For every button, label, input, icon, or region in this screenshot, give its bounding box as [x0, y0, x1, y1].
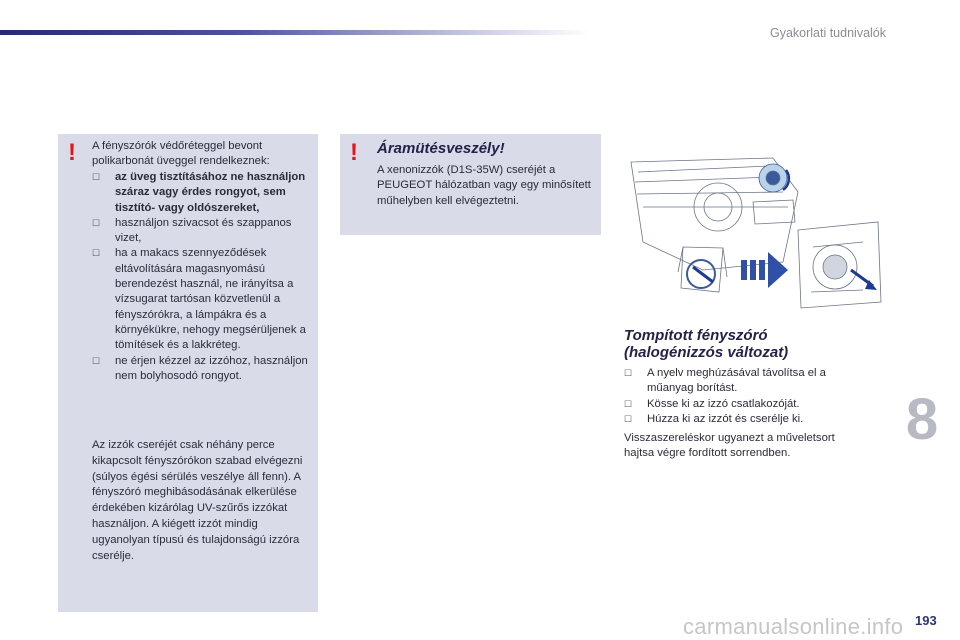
checkbox-bullet-icon: ☐: [92, 355, 101, 366]
xenon-warning-text: A xenonizzók (D1S-35W) cseréjét a PEUGEOT hálózatban vagy egy minősített műhelyben kell elvégeztetni.: [377, 164, 591, 207]
care-bullet-list: [92, 170, 312, 384]
headlamp-bulb-illustration: [623, 152, 885, 310]
watermark: carmanualsonline.info: [683, 614, 904, 639]
page-number: 193: [915, 613, 937, 628]
bulb-replacement-paragraph: Az izzók cseréjét csak néhány perce kikapcsolt fényszórókon szabad elvégezni (súlyos égési sérülés veszélye áll fenn). A fényszóró meghibásodásának elkerülése érdekében kizárólag UV-szűrős izzókat használjon. A kiégett izzót mindig ugyanolyan típusú és tulajdonságú izzóra cserélje.: [92, 439, 303, 562]
checkbox-bullet-icon: ☐: [92, 172, 101, 182]
low-beam-title: Tompított fényszóró (halogénizzós változat): [624, 327, 789, 361]
low-beam-steps: [624, 366, 864, 427]
section-title: Gyakorlati tudnivalók: [769, 26, 886, 40]
list-item: ☐ az üveg tisztításához ne használjon száraz vagy érdes rongyot, sem tisztító- vagy oldószereket,: [92, 171, 306, 214]
checkbox-bullet-icon: ☐: [624, 413, 633, 424]
reassembly-note: Visszaszereléskor ugyanezt a műveletsort hajtsa végre fordított sorrendben.: [624, 432, 835, 460]
list-item: ☐ Kösse ki az izzó csatlakozóját.: [624, 397, 864, 412]
checkbox-bullet-icon: ☐: [624, 398, 633, 409]
care-intro-text: A fényszórók védőréteggel bevont polikarbonát üveggel rendelkeznek:: [92, 140, 270, 168]
chapter-number: 8: [905, 387, 939, 452]
electric-shock-title: Áramütésveszély!: [377, 140, 505, 157]
header-gradient-bar: [0, 30, 590, 35]
list-item: ☐ ha a makacs szennyeződések eltávolítására magasnyomású berendezést használ, ne irányítsa a vízsugarat tartósan közvetlenül a fényszórókra, a lámpákra és a környékükre, nehogy megsérüljenek a tömítések és a lakkréteg.: [92, 247, 306, 352]
warning-exclamation-icon: !: [68, 139, 76, 166]
checkbox-bullet-icon: ☐: [92, 248, 101, 259]
warning-exclamation-icon: !: [350, 139, 358, 166]
checkbox-bullet-icon: ☐: [92, 217, 101, 228]
checkbox-bullet-icon: ☐: [624, 368, 633, 378]
list-item: ☐ használjon szivacsot és szappanos vizet,: [92, 216, 292, 245]
list-item: ☐ ne érjen kézzel az izzóhoz, használjon nem bolyhosodó rongyot.: [92, 354, 308, 382]
list-item: ☐ Húzza ki az izzót és cserélje ki.: [624, 412, 864, 427]
list-item: ☐ A nyelv meghúzásával távolítsa el a műanyag borítást.: [624, 367, 826, 395]
